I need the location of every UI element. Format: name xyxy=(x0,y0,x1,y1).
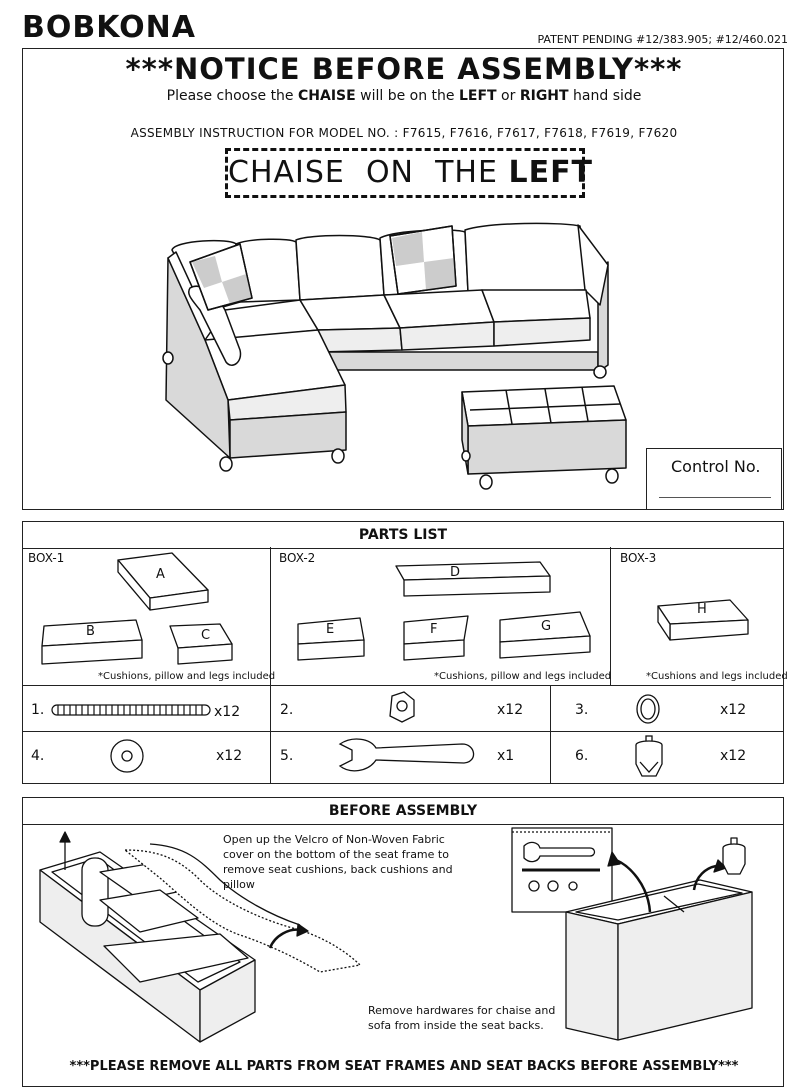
assembly-instruction: ASSEMBLY INSTRUCTION FOR MODEL NO. : F7615, F7616, F7617, F7618, F7619, F7620 xyxy=(130,126,678,140)
box2-note: *Cushions, pillow and legs included xyxy=(434,671,612,682)
instruction-velcro: Open up the Velcro of Non-Woven Fabric cover on the bottom of the seat frame to remove seat cushions, back cushions and pillow xyxy=(223,833,453,891)
chaise-label-text: CHAISE ON THE xyxy=(228,155,509,190)
hw4-number: 4. xyxy=(31,748,45,764)
parts-list-title: PARTS LIST xyxy=(23,522,783,549)
subtitle-text: or xyxy=(496,88,520,104)
part-A-label: A xyxy=(156,567,165,582)
subtitle-text: hand side xyxy=(568,88,642,104)
subtitle-text: Please choose the xyxy=(166,88,298,104)
box3-label: BOX-3 xyxy=(620,551,657,565)
hw3-qty: x12 xyxy=(720,702,747,718)
part-H-label: H xyxy=(697,602,707,617)
hw2-number: 2. xyxy=(280,702,294,718)
part-B-label: B xyxy=(86,624,95,639)
final-notice: ***PLEASE REMOVE ALL PARTS FROM SEAT FRAMES AND SEAT BACKS BEFORE ASSEMBLY*** xyxy=(69,1059,739,1074)
patent-text: PATENT PENDING #12/383.905; #12/460.021 xyxy=(537,33,788,46)
hw6-number: 6. xyxy=(575,748,589,764)
before-assembly-title: BEFORE ASSEMBLY xyxy=(23,798,783,825)
subtitle-right: RIGHT xyxy=(519,88,569,104)
box3-note: *Cushions and legs included xyxy=(646,671,788,682)
hw1-qty: x12 xyxy=(214,704,241,720)
part-D-label: D xyxy=(450,565,461,580)
notice-title: ***NOTICE BEFORE ASSEMBLY*** xyxy=(125,52,683,86)
hw5-qty: x1 xyxy=(497,748,515,764)
hw2-qty: x12 xyxy=(497,702,524,718)
box2-label: BOX-2 xyxy=(279,551,316,565)
hw6-qty: x12 xyxy=(720,748,747,764)
box1-label: BOX-1 xyxy=(28,551,65,565)
part-F-label: F xyxy=(430,622,438,637)
hw3-number: 3. xyxy=(575,702,589,718)
box1-note: *Cushions, pillow and legs included xyxy=(98,671,276,682)
hw1-number: 1. xyxy=(31,702,45,718)
part-G-label: G xyxy=(541,619,552,634)
chaise-label-bold: LEFT xyxy=(508,155,594,190)
subtitle-left: LEFT xyxy=(458,88,497,104)
subtitle-chaise: CHAISE xyxy=(298,88,356,104)
subtitle-text: will be on the xyxy=(355,88,459,104)
hw5-number: 5. xyxy=(280,748,294,764)
instruction-hardware: Remove hardwares for chaise and sofa from inside the seat backs. xyxy=(368,1004,556,1032)
hw4-qty: x12 xyxy=(216,748,243,764)
part-E-label: E xyxy=(326,622,335,637)
brand-logo: BOBKONA xyxy=(22,10,196,45)
part-C-label: C xyxy=(201,628,211,643)
control-label: Control No. xyxy=(671,457,761,476)
